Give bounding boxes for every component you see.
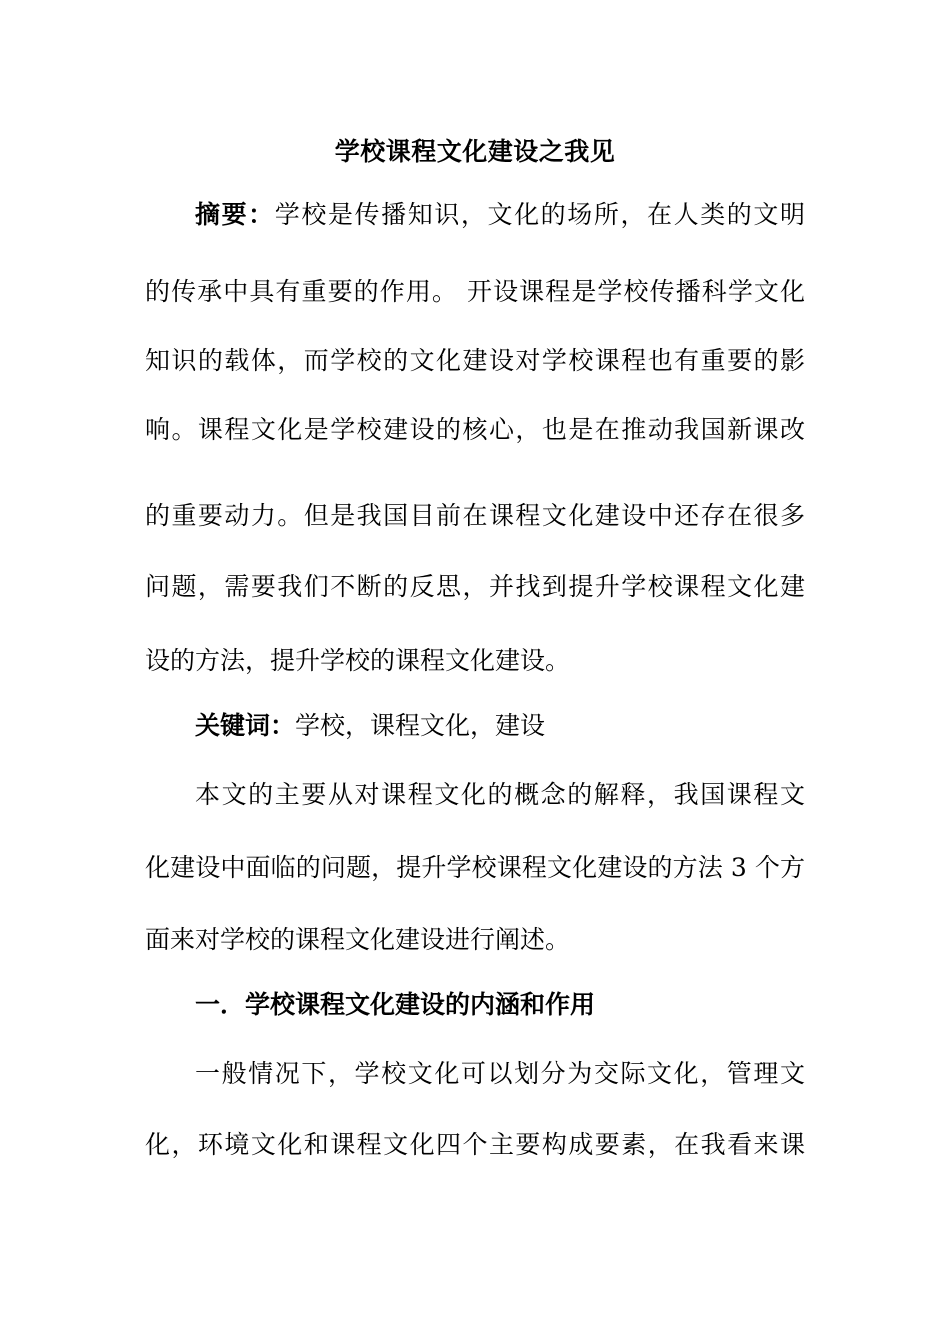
abstract-text: 学校是传播知识，文化的场所，在人类的文明 [274,200,805,229]
intro-line: 面来对学校的课程文化建设进行阐述。 [145,925,571,954]
document-title: 学校课程文化建设之我见 [334,137,616,166]
abstract-line: 设的方法，提升学校的课程文化建设。 [145,646,571,675]
abstract-line: 知识的载体，而学校的文化建设对学校课程也有重要的影 [145,346,805,375]
abstract-line: 问题，需要我们不断的反思，并找到提升学校课程文化建 [145,572,805,601]
section-line: 化，环境文化和课程文化四个主要构成要素，在我看来课 [145,1130,805,1159]
keywords-line [195,706,805,746]
keywords-label: 关键词： [195,711,296,740]
intro-line: 化建设中面临的问题，提升学校课程文化建设的方法 3 个方 [145,853,805,882]
abstract-line: 响。课程文化是学校建设的核心，也是在推动我国新课改 [145,415,805,444]
section-line: 一般情况下，学校文化可以划分为交际文化，管理文 [195,1059,805,1088]
abstract-label: 摘要： [195,200,275,229]
abstract-line: 的重要动力。但是我国目前在课程文化建设中还存在很多 [145,501,805,530]
intro-line: 本文的主要从对课程文化的概念的解释，我国课程文 [195,780,805,809]
keywords-text: 学校，课程文化，建设 [295,711,546,740]
abstract-line [195,195,805,235]
abstract-line: 的传承中具有重要的作用。 开设课程是学校传播科学文化 [145,277,805,306]
section-heading: 一．学校课程文化建设的内涵和作用 [195,990,596,1019]
